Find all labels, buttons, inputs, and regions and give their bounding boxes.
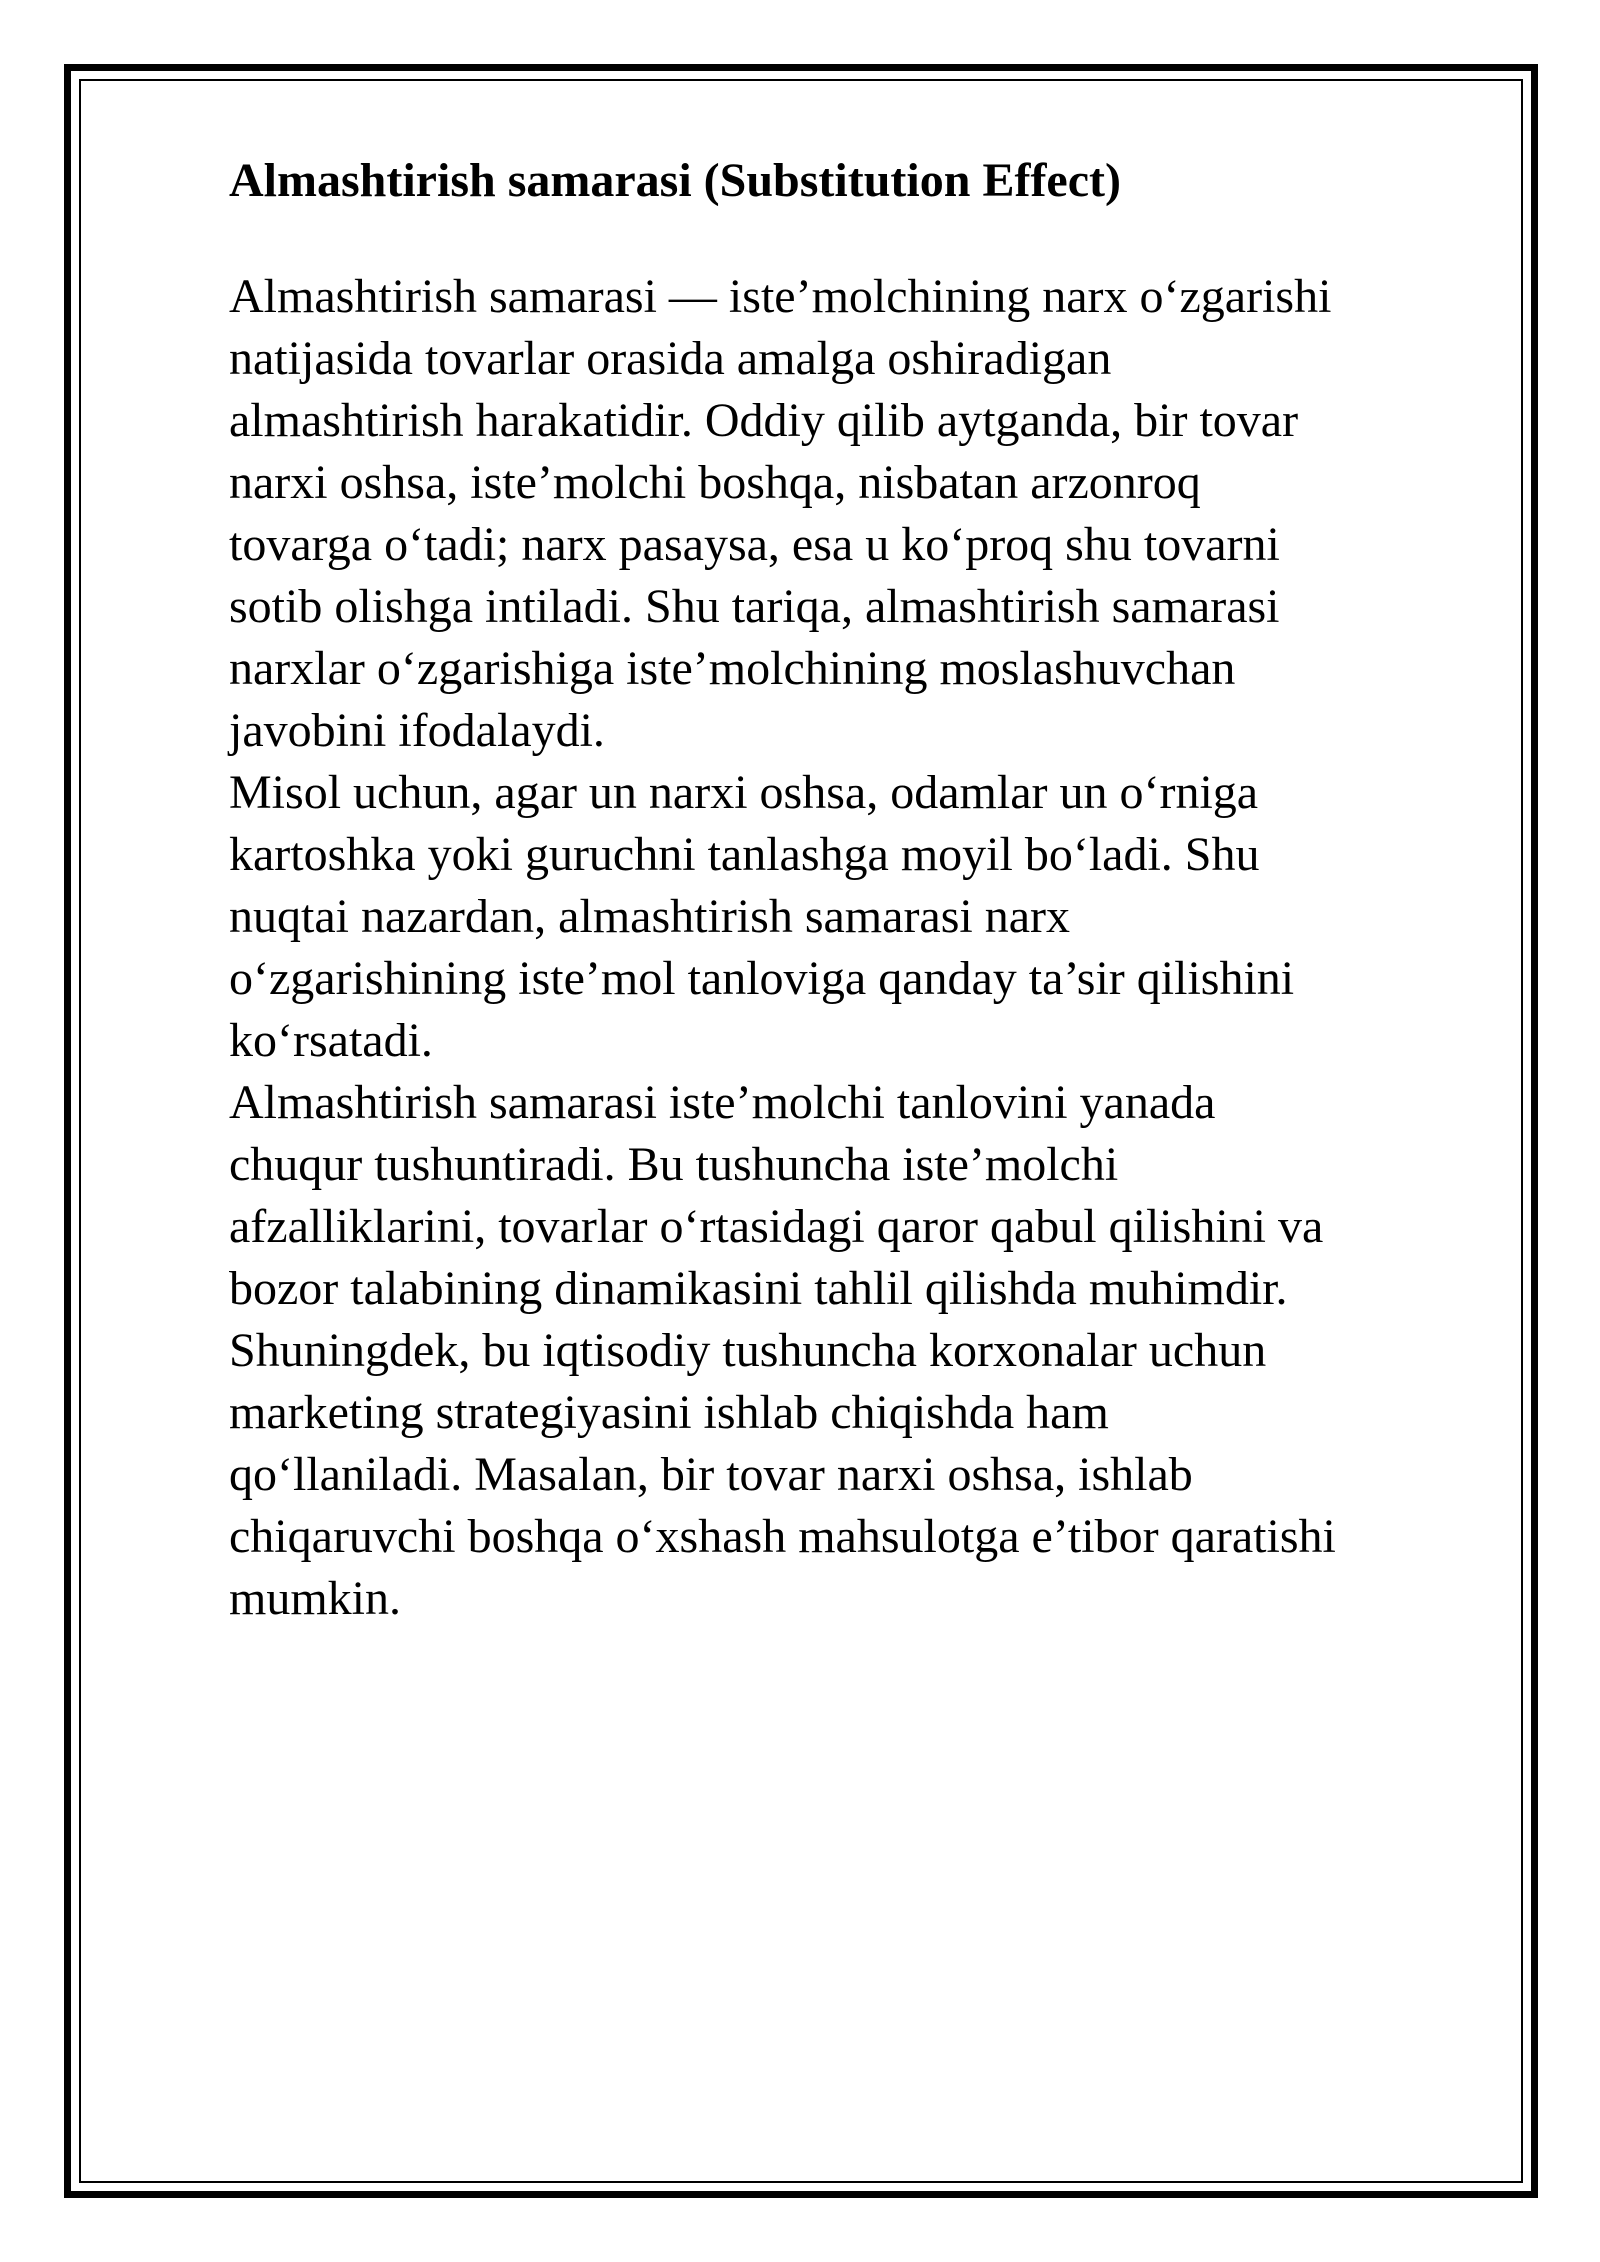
body-line: marketing strategiyasini ishlab chiqishda ham <box>229 1386 1109 1439</box>
document-content <box>229 150 1479 1630</box>
body-line: tovarga o‘tadi; narx pasaysa, esa u ko‘proq shu tovarni <box>229 518 1280 571</box>
body-line: Almashtirish samarasi — iste’molchining narx o‘zgarishi <box>229 270 1332 323</box>
body-line: natijasida tovarlar orasida amalga oshiradigan <box>229 332 1112 385</box>
body-line: chiqaruvchi boshqa o‘xshash mahsulotga e’tibor qaratishi <box>229 1510 1336 1563</box>
body-line: sotib olishga intiladi. Shu tariqa, almashtirish samarasi <box>229 580 1280 633</box>
body-line: Shuningdek, bu iqtisodiy tushuncha korxonalar uchun <box>229 1324 1267 1377</box>
body-line: Misol uchun, agar un narxi oshsa, odamlar un o‘rniga <box>229 766 1259 819</box>
body-line: o‘zgarishining iste’mol tanloviga qanday ta’sir qilishini <box>229 952 1295 1005</box>
body-line: almashtirish harakatidir. Oddiy qilib aytganda, bir tovar <box>229 394 1299 447</box>
body-line: mumkin. <box>229 1572 402 1625</box>
body-line: narxlar o‘zgarishiga iste’molchining moslashuvchan <box>229 642 1236 695</box>
body-line: narxi oshsa, iste’molchi boshqa, nisbatan arzonroq <box>229 456 1201 509</box>
body-line: chuqur tushuntiradi. Bu tushuncha iste’molchi <box>229 1138 1119 1191</box>
body-line: nuqtai nazardan, almashtirish samarasi narx <box>229 890 1071 943</box>
body-line: qo‘llaniladi. Masalan, bir tovar narxi oshsa, ishlab <box>229 1448 1193 1501</box>
document-body <box>229 266 1479 1630</box>
body-line: kartoshka yoki guruchni tanlashga moyil bo‘ladi. Shu <box>229 828 1260 881</box>
body-line: Almashtirish samarasi iste’molchi tanlovini yanada <box>229 1076 1216 1129</box>
body-line: bozor talabining dinamikasini tahlil qilishda muhimdir. <box>229 1262 1288 1315</box>
body-line: ko‘rsatadi. <box>229 1014 433 1067</box>
document-title: Almashtirish samarasi (Substitution Effect) <box>229 154 1122 207</box>
body-line: javobini ifodalaydi. <box>229 704 605 757</box>
body-line: afzalliklarini, tovarlar o‘rtasidagi qaror qabul qilishini va <box>229 1200 1324 1253</box>
